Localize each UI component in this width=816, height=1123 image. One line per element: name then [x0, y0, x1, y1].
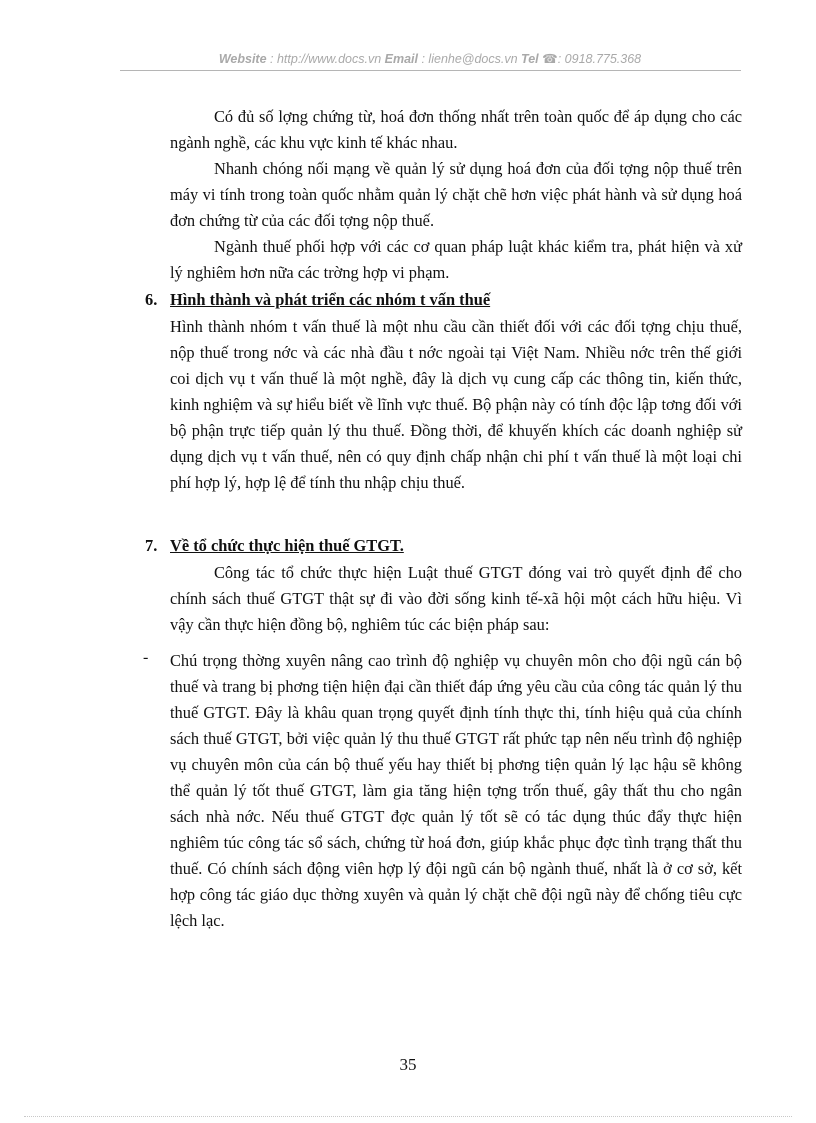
tel-label: Tel: [521, 52, 539, 66]
email-value: : lienhe@docs.vn: [418, 52, 522, 66]
footer-divider: [24, 1116, 792, 1117]
page-header: [120, 51, 740, 66]
heading-6-title: Hình thành và phát triển các nhóm t vấn thuế: [170, 290, 491, 309]
paragraph-6: Chú trọng thờng xuyên nâng cao trình độ nghiệp vụ chuyên môn cho đội ngũ cán bộ thuế và trang bị phơng tiện hiện đại cần thiết đáp ứng yêu cầu của công tác quản lý thu thuế GTGT. Đây là khâu quan trọng quyết định tính thực thi, tính hiệu quả của chính sách thuế GTGT, bởi việc quản lý thu thuế GTGT rất phức tạp nên nếu trình độ nghiệp vụ chuyên môn của cán bộ thuế yếu hay thiết bị phơng tiện quản lý lạc hậu sẽ không thể quản lý tốt thuế GTGT, làm gia tăng hiện tợng trốn thuế, gây thất thu cho ngân sách nhà nớc. Nếu thuế GTGT đợc quản lý tốt sẽ có tác dụng thúc đẩy thực hiện nghiêm túc công tác sổ sách, chứng từ hoá đơn, giúp khắc phục đợc tình trạng thất thu thuế. Có chính sách động viên hợp lý đội ngũ cán bộ ngành thuế, nhất là ở cơ sở, kết hợp công tác giáo dục thờng xuyên và quản lý chặt chẽ đội ngũ này để chống tiêu cực lệch lạc.: [170, 651, 742, 930]
bullet-dash: -: [143, 649, 149, 666]
paragraph-4: Hình thành nhóm t vấn thuế là một nhu cầu cần thiết đối với các đối tợng chịu thuế, nộp thuế trong nớc và các nhà đầu t nớc ngoài tại Việt Nam. Nhiều nớc trên thế giới coi dịch vụ t vấn thuế là một nghề, đây là dịch vụ cung cấp các thông tin, kiến thức, kinh nghiệm và sự hiểu biết về lĩnh vực thuế. Bộ phận này có tính độc lập tơng đối với bộ phận trực tiếp quản lý thu thuế. Đồng thời, để khuyến khích các doanh nghiệp sử dụng dịch vụ t vấn thuế, nên có quy định chấp nhận chi phí t vấn thuế là một loại chi phí hợp lý, hợp lệ để tính thu nhập chịu thuế.: [170, 317, 742, 492]
phone-icon: ☎: [542, 52, 558, 66]
paragraph-5: Công tác tổ chức thực hiện Luật thuế GTGT đóng vai trò quyết định để cho chính sách thuế GTGT thật sự đi vào đời sống kinh tế-xã hội một cách hữu hiệu. Vì vậy cần thực hiện đồng bộ, nghiêm túc các biện pháp sau:: [170, 563, 742, 634]
website-label: Website: [218, 52, 267, 66]
paragraph-1: Có đủ số lợng chứng từ, hoá đơn thống nhất trên toàn quốc để áp dụng cho các ngành nghề, các khu vực kinh tế khác nhau.: [170, 107, 742, 152]
heading-7-title: Về tổ chức thực hiện thuế GTGT.: [170, 536, 404, 555]
heading-7-number: 7.: [145, 536, 158, 555]
heading-section-6: [145, 287, 490, 313]
email-label: Email: [384, 52, 419, 66]
heading-6-number: 6.: [145, 290, 158, 309]
heading-section-7: [145, 533, 404, 559]
paragraph-3: Ngành thuế phối hợp với các cơ quan pháp luật khác kiểm tra, phát hiện và xử lý nghiêm hơn nữa các trờng hợp vi phạm.: [170, 237, 742, 282]
website-value: : http://www.docs.vn: [266, 52, 385, 66]
tel-value: : 0918.775.368: [557, 52, 642, 66]
page-number: 35: [399, 1055, 417, 1074]
header-divider: [120, 70, 741, 71]
paragraph-2: Nhanh chóng nối mạng về quản lý sử dụng hoá đơn của đối tợng nộp thuế trên máy vi tính trong toàn quốc nhằm quản lý chặt chẽ hơn việc phát hành và sử dụng hoá đơn chứng từ của các đối tợng nộp thuế.: [170, 159, 742, 230]
